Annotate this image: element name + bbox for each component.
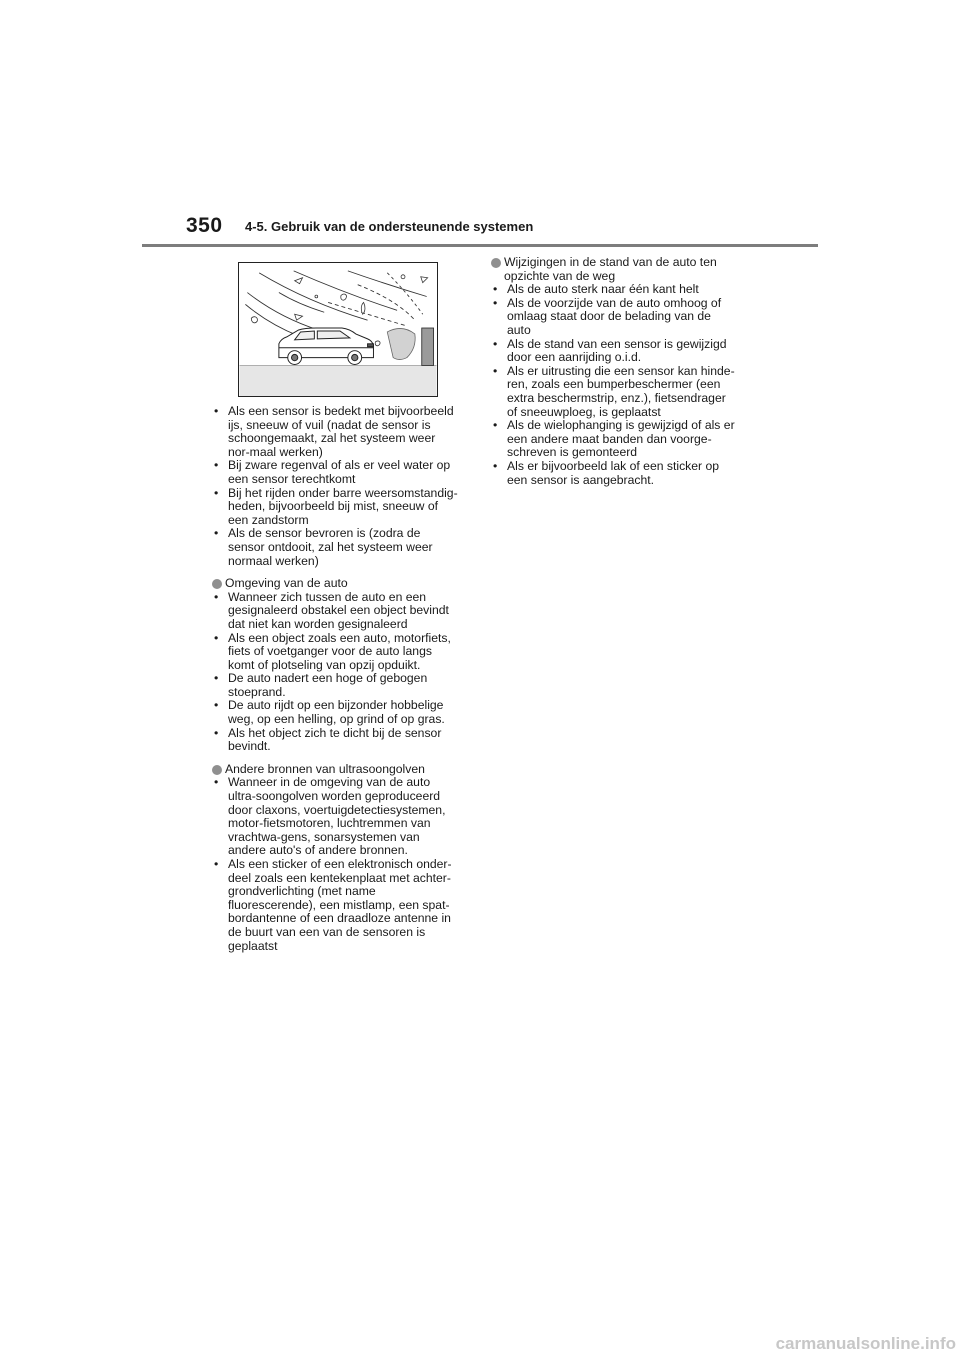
watermark-link[interactable]: carmanualsonline.info <box>775 1334 956 1353</box>
group-wijzigingen <box>491 256 737 487</box>
list-item: • De auto nadert een hoge of gebogen stoeprand. <box>212 672 458 699</box>
list-item: • Bij zware regenval of als er veel water op een sensor terechtkomt <box>212 459 458 486</box>
group-heading-text: Omgeving van de auto <box>225 576 348 591</box>
header-rule <box>142 244 818 247</box>
left-column <box>212 405 458 953</box>
list-item: • Als de sensor bevroren is (zodra de sensor ontdooit, zal het systeem weer normaal werken) <box>212 527 458 568</box>
group-bullet-icon <box>491 258 501 268</box>
list-item: • Als de stand van een sensor is gewijzigd door een aanrijding o.i.d. <box>491 338 737 365</box>
group-heading <box>212 763 458 777</box>
list-item: • Als een object zoals een auto, motorfiets, fiets of voetganger voor de auto langs komt of plotseling van opzij opduikt. <box>212 632 458 673</box>
group-heading <box>491 256 737 283</box>
list-item: • Als een sensor is bedekt met bijvoorbeeld ijs, sneeuw of vuil (nadat de sensor is schoongemaakt, zal het systeem weer nor-maal werken) <box>212 405 458 459</box>
list-item: • Als er uitrusting die een sensor kan hinde-ren, zoals een bumperbeschermer (een extra beschermstrip, enz.), fietsendrager of sneeuwploeg, is geplaatst <box>491 365 737 419</box>
group-heading <box>212 577 458 591</box>
bullet-list <box>212 776 458 953</box>
car-in-storm-illustration <box>239 263 437 396</box>
list-item: • Wanneer in de omgeving van de auto ultra-soongolven worden geproduceerd door claxons, voertuigdetectiesystemen, motor-fietsmotoren, luchtremmen van vrachtwa-gens, sonarsystemen van andere auto's of andere bronnen. <box>212 776 458 858</box>
list-item: • Als de voorzijde van de auto omhoog of omlaag staat door de belading van de auto <box>491 297 737 338</box>
bullet-list <box>491 283 737 487</box>
list-item: • Als het object zich te dicht bij de sensor bevindt. <box>212 727 458 754</box>
list-item: • Bij het rijden onder barre weersomstandig-heden, bijvoorbeeld bij mist, sneeuw of een zandstorm <box>212 487 458 528</box>
right-column <box>491 256 737 487</box>
group-heading-text: Andere bronnen van ultrasoongolven <box>225 761 425 776</box>
group-bullet-icon <box>212 765 222 775</box>
list-item: • Als er bijvoorbeeld lak of een sticker op een sensor is aangebracht. <box>491 460 737 487</box>
page-number: 350 <box>186 214 223 237</box>
group-heading-text: Wijzigingen in de stand van de auto ten opzichte van de weg <box>504 255 717 283</box>
group-ultrasoongolven <box>212 763 458 953</box>
list-item: • Wanneer zich tussen de auto en een gesignaleerd obstakel een object bevindt dat niet kan worden gesignaleerd <box>212 591 458 632</box>
list-item: • Als de wielophanging is gewijzigd of als er een andere maat banden dan voorge-schreven is gemonteerd <box>491 419 737 460</box>
group-bullet-icon <box>212 579 222 589</box>
list-item: • De auto rijdt op een bijzonder hobbelige weg, op een helling, op grind of op gras. <box>212 699 458 726</box>
list-item: • Als de auto sterk naar één kant helt <box>491 283 737 297</box>
section-title: 4-5. Gebruik van de ondersteunende systemen <box>245 219 534 234</box>
list-item: • Als een sticker of een elektronisch onder-deel zoals een kentekenplaat met achter-grondverlichting (met name fluorescerende), een mistlamp, een spat-bordantenne of een draadloze antenne in de buurt van een van de sensoren is geplaatst <box>212 858 458 953</box>
illustration-figure <box>238 262 438 397</box>
bullet-list <box>212 591 458 754</box>
intro-bullet-list <box>212 405 458 568</box>
group-omgeving <box>212 577 458 754</box>
